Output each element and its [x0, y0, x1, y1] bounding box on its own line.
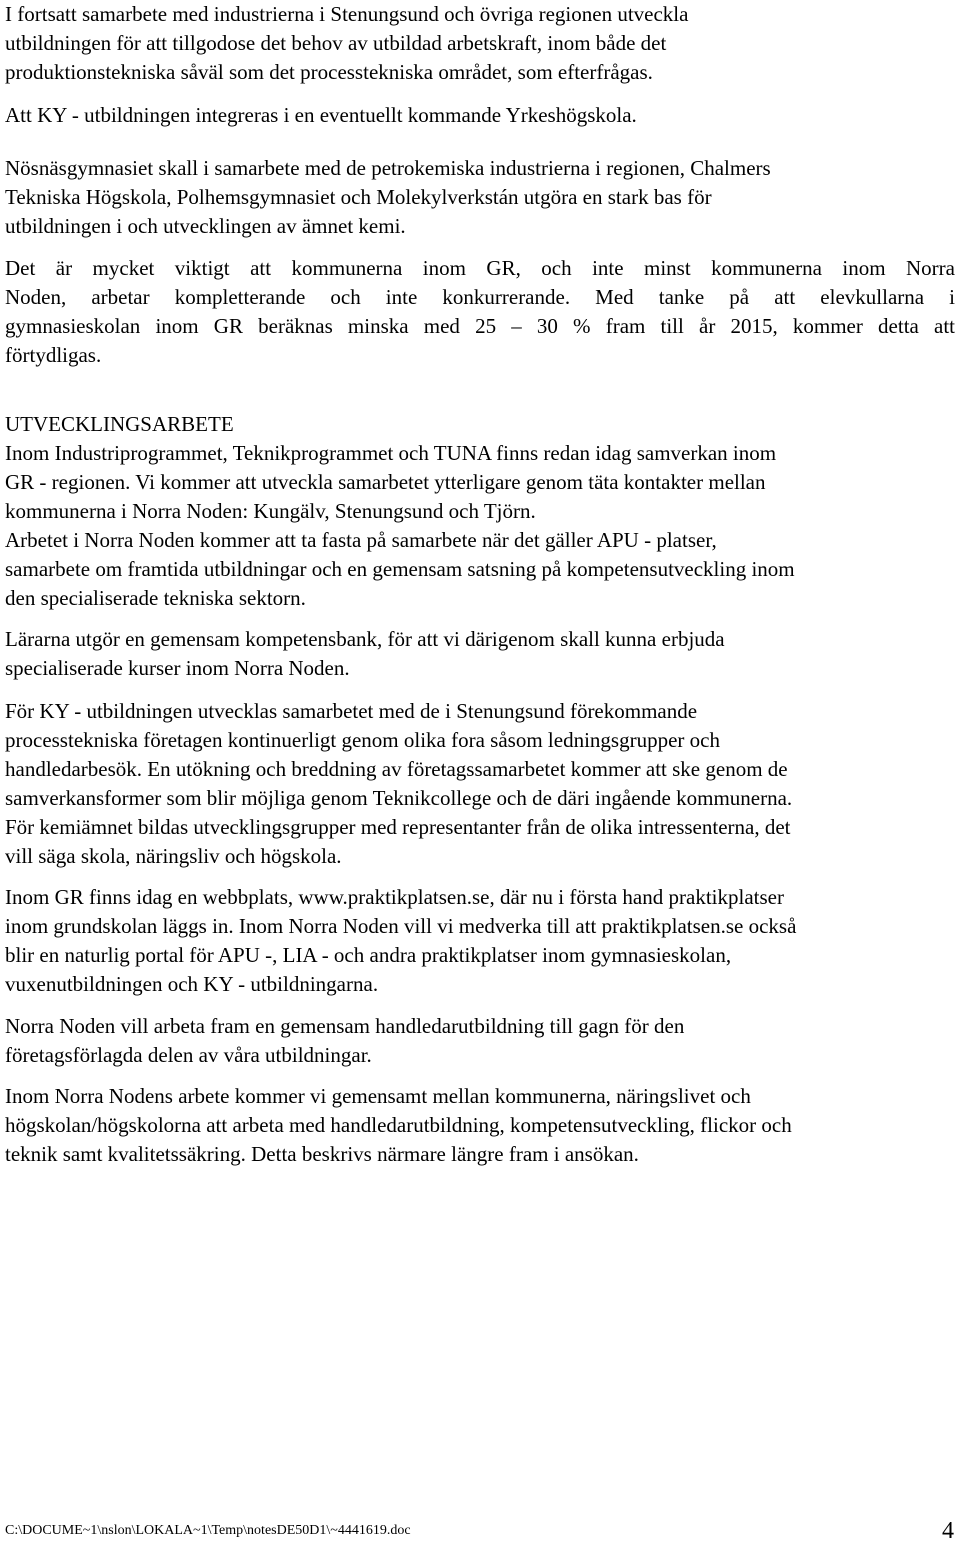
text-line: produktionstekniska såväl som det processtekniska området, som efterfrågas. — [5, 60, 653, 84]
text-line: Tekniska Högskola, Polhemsgymnasiet och Molekylverkstán utgöra en stark bas för — [5, 185, 712, 209]
text-line: Inom Industriprogrammet, Teknikprogrammet och TUNA finns redan idag samverkan inom — [5, 441, 777, 465]
text-line: Nösnäsgymnasiet skall i samarbete med de petrokemiska industrierna i regionen, Chalmers — [5, 156, 771, 180]
text-line: processtekniska företagen kontinuerligt genom olika fora såsom ledningsgrupper och — [5, 728, 720, 752]
paragraph-6 — [5, 697, 955, 871]
paragraph-9 — [5, 1082, 955, 1169]
paragraph-5 — [5, 625, 955, 683]
text-line: inom grundskolan läggs in. Inom Norra Noden vill vi medverka till att praktikplatsen.se också — [5, 914, 797, 938]
page-number: 4 — [942, 1518, 954, 1544]
text-line: Norra Noden vill arbeta fram en gemensam handledarutbildning till gagn för den — [5, 1014, 685, 1038]
text-line: den specialiserade tekniska sektorn. — [5, 586, 306, 610]
text-line: samverkansformer som blir möjliga genom Teknikcollege och de däri ingående kommunerna. — [5, 786, 793, 810]
text-line: Inom Norra Nodens arbete kommer vi gemensamt mellan kommunerna, näringslivet och — [5, 1084, 751, 1108]
paragraph-2 — [5, 154, 955, 241]
text-line: Arbetet i Norra Noden kommer att ta fasta på samarbete när det gäller APU - platser, — [5, 528, 717, 552]
text-line: För KY - utbildningen utvecklas samarbetet med de i Stenungsund förekommande — [5, 699, 698, 723]
paragraph-1 — [5, 0, 955, 130]
text-line: handledarbesök. En utökning och breddning av företagssamarbetet kommer att ske genom de — [5, 757, 788, 781]
text-line: kommunerna i Norra Noden: Kungälv, Stenungsund och Tjörn. — [5, 499, 536, 523]
text-line: vuxenutbildningen och KY - utbildningarna. — [5, 972, 379, 996]
text-line: företagsförlagda delen av våra utbildningar. — [5, 1043, 372, 1067]
text-line: utbildningen i och utvecklingen av ämnet kemi. — [5, 214, 406, 238]
text-line: Noden, arbetar kompletterande och inte konkurrerande. Med tanke på att elevkullarna i — [5, 285, 955, 309]
text-line: Det är mycket viktigt att kommunerna inom GR, och inte minst kommunerna inom Norra — [5, 256, 955, 280]
paragraph-8 — [5, 1012, 955, 1070]
text-line: För kemiämnet bildas utvecklingsgrupper med representanter från de olika intressenterna, det — [5, 815, 791, 839]
text-line: Att KY - utbildningen integreras i en eventuellt kommande Yrkeshögskola. — [5, 103, 637, 127]
text-line: specialiserade kurser inom Norra Noden. — [5, 656, 350, 680]
text-line: Lärarna utgör en gemensam kompetensbank, för att vi därigenom skall kunna erbjuda — [5, 627, 725, 651]
text-line: förtydligas. — [5, 343, 102, 367]
paragraph-7 — [5, 883, 955, 999]
text-line: vill säga skola, näringsliv och högskola. — [5, 844, 342, 868]
section-heading: UTVECKLINGSARBETE — [5, 412, 234, 436]
text-line: utbildningen för att tillgodose det behov av utbildad arbetskraft, inom både det — [5, 31, 667, 55]
text-line: samarbete om framtida utbildningar och en gemensam satsning på kompetensutveckling inom — [5, 557, 795, 581]
paragraph-3 — [5, 254, 955, 370]
text-line: GR - regionen. Vi kommer att utveckla samarbetet ytterligare genom täta kontakter mellan — [5, 470, 766, 494]
text-line: blir en naturlig portal för APU -, LIA - och andra praktikplatser inom gymnasieskolan, — [5, 943, 732, 967]
text-line: gymnasieskolan inom GR beräknas minska med 25 – 30 % fram till år 2015, kommer detta att — [5, 314, 955, 338]
text-line: Inom GR finns idag en webbplats, www.praktikplatsen.se, där nu i första hand praktikplatser — [5, 885, 784, 909]
footer-file-path: C:\DOCUME~1\nslon\LOKALA~1\Temp\notesDE50D1\~4441619.doc — [5, 1523, 411, 1538]
section-utvecklingsarbete — [5, 410, 955, 613]
text-line: I fortsatt samarbete med industrierna i Stenungsund och övriga regionen utveckla — [5, 2, 689, 26]
text-line: högskolan/högskolorna att arbeta med handledarutbildning, kompetensutveckling, flickor och — [5, 1113, 792, 1137]
text-line: teknik samt kvalitetssäkring. Detta beskrivs närmare längre fram i ansökan. — [5, 1142, 639, 1166]
